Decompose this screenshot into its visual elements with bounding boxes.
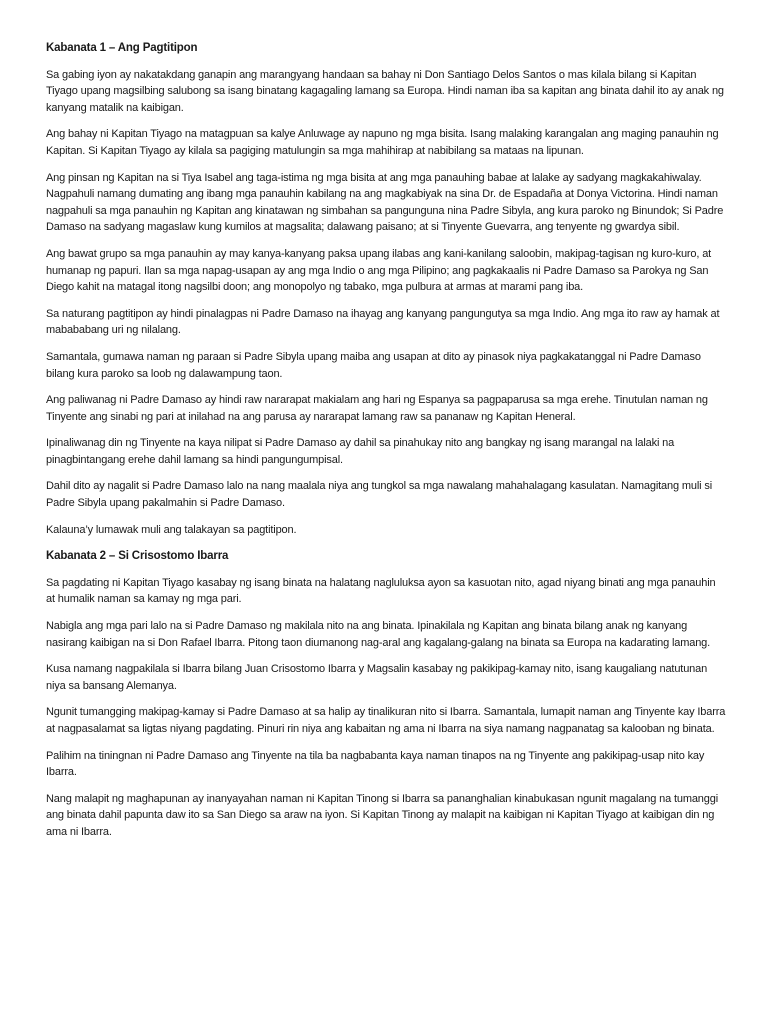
paragraph: Sa gabing iyon ay nakatakdang ganapin ang marangyang handaan sa bahay ni Don Santiago Delos Santos o mas kilala bilang si Kapitan Tiyago upang magsilbing salubong sa isang binatang kagagaling lamang sa Europa. Hindi naman iba sa kapitan ang binata dahil ito ay anak ng kanyang matalik na kaibigan. — [46, 68, 724, 114]
chapter-heading: Kabanata 1 – Ang Pagtitipon — [46, 42, 198, 54]
paragraph: Ang bahay ni Kapitan Tiyago na matagpuan sa kalye Anluwage ay napuno ng mga bisita. Isang malaking karangalan ang maging panauhin ng Kapitan. Si Kapitan Tiyago ay kilala sa pagiging matulungin sa mga mahihirap at nabibilang sa mataas na lipunan. — [46, 128, 719, 157]
paragraph: Sa naturang pagtitipon ay hindi pinalagpas ni Padre Damaso na ihayag ang kanyang pangungutya sa mga Indio. Ang mga ito raw ay hamak at mabababang uri ng nilalang. — [46, 307, 720, 337]
paragraph: Samantala, gumawa naman ng paraan si Padre Sibyla upang maiba ang usapan at dito ay pinasok niya pagkakatanggal ni Padre Damaso bilang kura paroko sa loob ng dalawampung taon. — [46, 350, 701, 380]
chapter-2 — [46, 548, 726, 840]
chapter-heading: Kabanata 2 – Si Crisostomo Ibarra — [46, 550, 229, 563]
paragraph: Kalauna’y lumawak muli ang talakayan sa pagtitipon. — [46, 523, 297, 536]
paragraph: Kusa namang nagpakilala si Ibarra bilang Juan Crisostomo Ibarra y Magsalin kasabay ng pakikipag-kamay nito, isang kaugaliang natutunan niya sa bansang Alemanya. — [46, 663, 708, 692]
paragraph: Nabigla ang mga pari lalo na si Padre Damaso ng makilala nito na ang binata. Ipinakilala ng Kapitan ang binata bilang anak ng kanyang nasirang kaibigan na si Don Rafael Ibarra. Pitong taon diumanong nag-aral ang kagalang-galang na binata sa Europa na kadarating lamang. — [46, 620, 711, 649]
chapter-1 — [46, 40, 726, 538]
paragraph: Ang pinsan ng Kapitan na si Tiya Isabel ang taga-istima ng mga bisita at ang mga panauhing babae at lalake ay sadyang magkakahiwalay. Nagpahuli namang dumating ang ibang mga panauhin kabilang na ang magkabiyak na sina Dr. de Espadaña at Donya Victorina. Hindi naman nagpahuli sa mga panauhin ng Kapitan ang kinatawan ng simbahan sa pangunguna nina Padre Sibyla, ang kura paroko ng Binundok; Si Padre Damaso na sadyang magaslaw kung kumilos at magsalita; dalawang paisano; at si Tinyente Guevarra, ang tenyente ng gwardya sibil. — [46, 171, 724, 234]
paragraph: Nang malapit ng maghapunan ay inanyayahan naman ni Kapitan Tinong si Ibarra sa pananghalian kinabukasan ngunit magalang na tumanggi ang binata dahil papunta daw ito sa San Diego sa araw na iyon. Si Kapitan Tinong ay malapit na kaibigan ni Kapitan Tiyago at kaibigan din ng ama ni Ibarra. — [46, 792, 719, 838]
paragraph: Palihim na tiningnan ni Padre Damaso ang Tinyente na tila ba nagbabanta kaya naman tinapos na ng Tinyente ang pakikipag-usap nito kay Ibarra. — [46, 749, 705, 779]
paragraph: Ngunit tumangging makipag-kamay si Padre Damaso at sa halip ay tinalikuran nito si Ibarra. Samantala, lumapit naman ang Tinyente kay Ibarra at nagpasalamat sa ligtas niyang pagdating. Pinuri rin niya ang kabaitan ng ama ni Ibarra na siya namang nagpanatag sa kalooban ng binata. — [46, 706, 726, 735]
paragraph: Sa pagdating ni Kapitan Tiyago kasabay ng isang binata na halatang nagluluksa ayon sa kasuotan nito, agad niyang binati ang mga panauhin at humalik naman sa kamay ng mga pari. — [46, 576, 716, 606]
document-page — [46, 40, 726, 851]
paragraph: Ang bawat grupo sa mga panauhin ay may kanya-kanyang paksa upang ilabas ang kani-kanilang saloobin, makipag-tagisan ng kuro-kuro, at humanap ng papuri. Ilan sa mga napag-usapan ay ang mga Indio o ang mga Pilipino; ang pagkakaalis ni Padre Damaso sa Parokya ng San Diego kahit na matagal itong nagsilbi doon; ang monopolyo ng tabako, mga pulbura at armas at marami pang iba. — [46, 247, 712, 294]
paragraph: Dahil dito ay nagalit si Padre Damaso lalo na nang maalala niya ang tungkol sa mga nawalang mahahalagang kasulatan. Namagitang muli si Padre Sibyla upang pakalmahin si Padre Damaso. — [46, 480, 712, 510]
paragraph: Ipinaliwanag din ng Tinyente na kaya nilipat si Padre Damaso ay dahil sa pinahukay nito ang bangkay ng isang marangal na lalaki na pinagbintangang erehe dahil lamang sa hindi pangungumpisal. — [46, 437, 675, 466]
paragraph: Ang paliwanag ni Padre Damaso ay hindi raw nararapat makialam ang hari ng Espanya sa pagpaparusa sa mga erehe. Tinutulan naman ng Tinyente ang sinabi ng pari at inilahad na ang parusa ay nararapat lamang raw sa pananaw ng Kapitan Heneral. — [46, 394, 708, 423]
